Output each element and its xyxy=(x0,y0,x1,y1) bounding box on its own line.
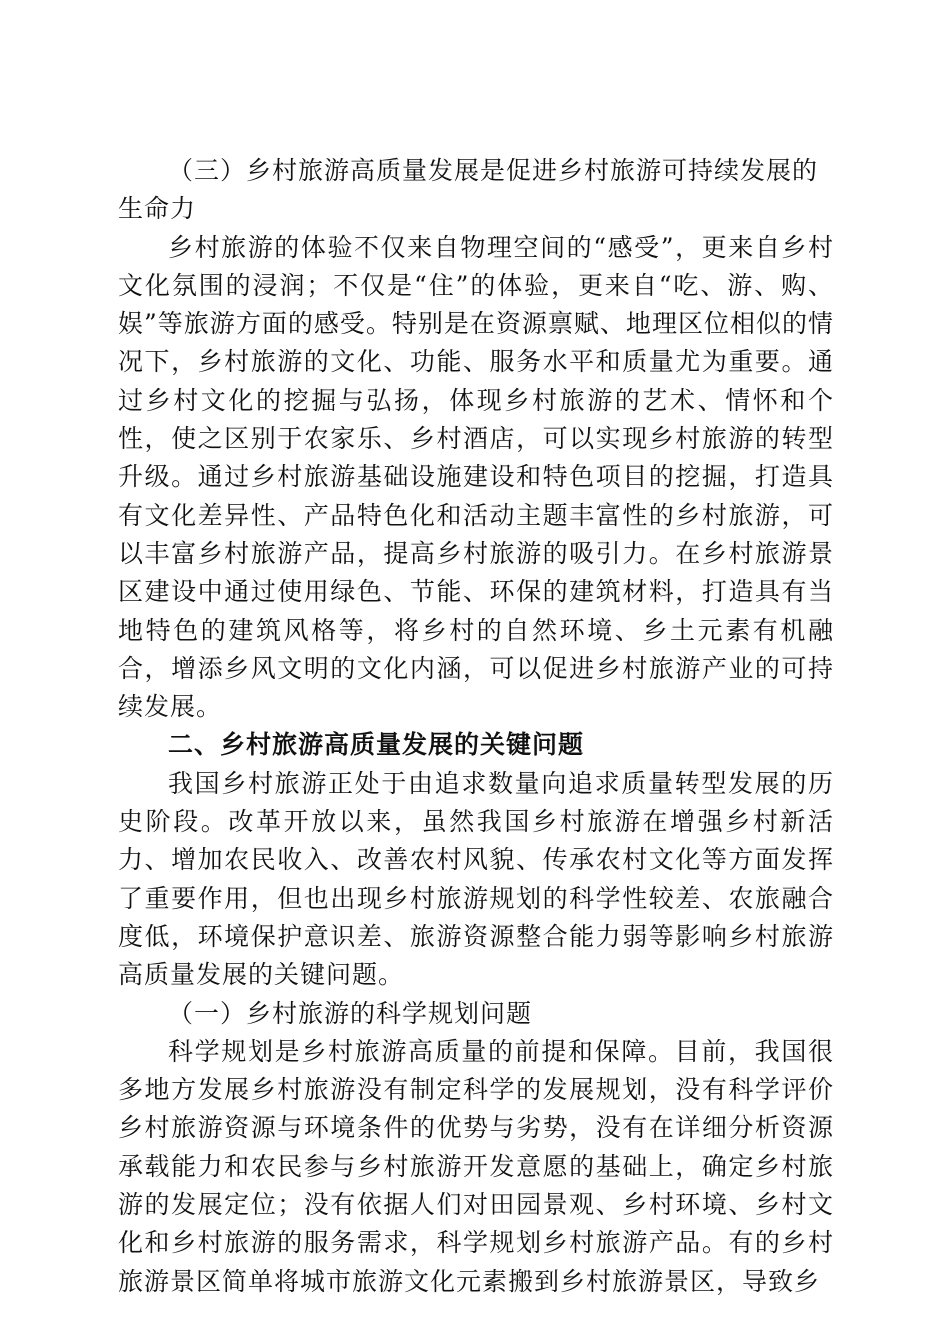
subheading-three-vitality: （三）乡村旅游高质量发展是促进乡村旅游可持续发展的生命力 xyxy=(118,156,819,224)
document-body xyxy=(118,152,834,1301)
subheading-one-planning: （一）乡村旅游的科学规划问题 xyxy=(168,998,533,1028)
heading-key-issues: 二、乡村旅游高质量发展的关键问题 xyxy=(168,730,585,760)
paragraph-planning: 科学规划是乡村旅游高质量的前提和保障。目前，我国很多地方发展乡村旅游没有制定科学的发展规划，没有科学评价乡村旅游资源与环境条件的优势与劣势，没有在详细分析资源承载能力和农民参与乡村旅游开发意愿的基础上，确定乡村旅游的发展定位；没有依据人们对田园景观、乡村环境、乡村文化和乡村旅游的服务需求，科学规划乡村旅游产品。有的乡村旅游景区简单将城市旅游文化元素搬到乡村旅游景区，导致乡 xyxy=(118,1036,834,1296)
paragraph-experience: 乡村旅游的体验不仅来自物理空间的“感受”，更来自乡村文化氛围的浸润；不仅是“住”的体验，更来自“吃、游、购、娱”等旅游方面的感受。特别是在资源禀赋、地理区位相似的情况下，乡村旅游的文化、功能、服务水平和质量尤为重要。通过乡村文化的挖掘与弘扬，体现乡村旅游的艺术、情怀和个性，使之区别于农家乐、乡村酒店，可以实现乡村旅游的转型升级。通过乡村旅游基础设施建设和特色项目的挖掘，打造具有文化差异性、产品特色化和活动主题丰富性的乡村旅游，可以丰富乡村旅游产品，提高乡村旅游的吸引力。在乡村旅游景区建设中通过使用绿色、节能、环保的建筑材料，打造具有当地特色的建筑风格等，将乡村的自然环境、乡土元素有机融合，增添乡风文明的文化内涵，可以促进乡村旅游产业的可持续发展。 xyxy=(118,232,834,722)
paragraph-transition: 我国乡村旅游正处于由追求数量向追求质量转型发展的历史阶段。改革开放以来，虽然我国乡村旅游在增强乡村新活力、增加农民收入、改善农村风貌、传承农村文化等方面发挥了重要作用，但也出现乡村旅游规划的科学性较差、农旅融合度低，环境保护意识差、旅游资源整合能力弱等影响乡村旅游高质量发展的关键问题。 xyxy=(118,768,834,990)
